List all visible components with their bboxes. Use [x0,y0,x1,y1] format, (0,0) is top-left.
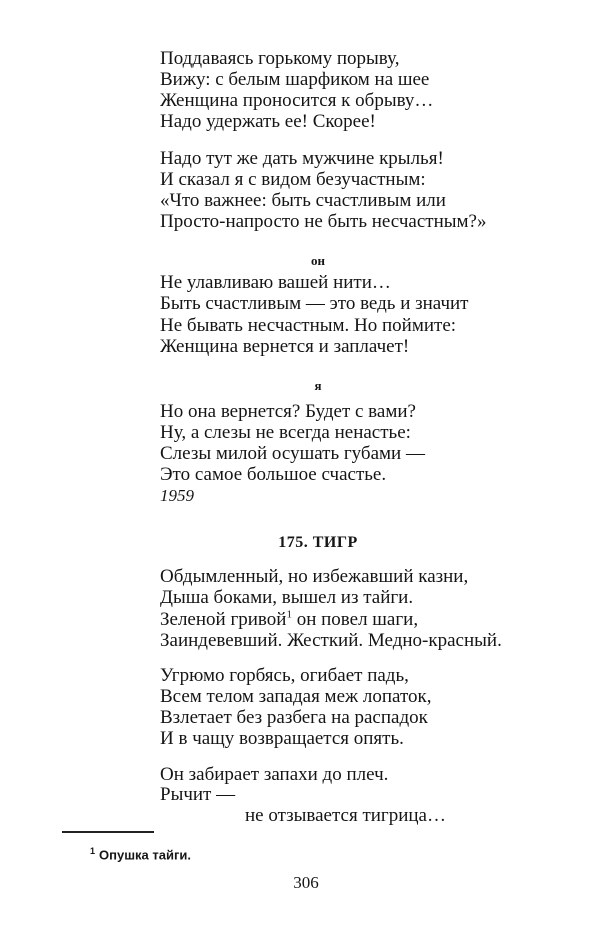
verse-line: Заиндевевший. Жесткий. Медно-красный. [160,630,502,651]
footnote [90,846,191,862]
verse-line: Рычит — [160,784,236,805]
verse-line: «Что важнее: быть счастливым или [160,190,446,211]
verse-line: Поддаваясь горькому порыву, [160,48,400,69]
verse-line: И сказал я с видом безучастным: [160,169,426,190]
verse-line: Надо тут же дать мужчине крылья! [160,148,444,169]
footnote-mark: 1 [90,846,96,856]
verse-line: не отзывается тигрица… [245,805,446,826]
verse-text: Зеленой гривой [160,609,287,630]
verse-line: Ну, а слезы не всегда ненастье: [160,422,411,443]
verse-line: Надо удержать ее! Скорее! [160,111,376,132]
verse-line: Быть счастливым — это ведь и значит [160,293,469,314]
page-number: 306 [293,873,319,892]
verse-line: Вижу: с белым шарфиком на шее [160,69,430,90]
verse-line [160,609,418,631]
footnote-divider [62,831,154,833]
verse-line: Дыша боками, вышел из тайги. [160,587,414,608]
verse-text: он повел шаги, [296,609,419,630]
verse-line: Угрюмо горбясь, огибает падь, [160,665,409,686]
verse-line: Взлетает без разбега на распадок [160,707,428,728]
verse-line: Женщина вернется и заплачет! [160,336,410,357]
verse-line: Не бывать несчастным. Но поймите: [160,315,457,336]
verse-line: Он забирает запахи до плеч. [160,764,389,785]
verse-line: Женщина проносится к обрыву… [160,90,434,111]
verse-line: Это самое большое счастье. [160,464,387,485]
verse-line: Слезы милой осушать губами — [160,443,425,464]
poem-year: 1959 [160,486,194,505]
footnote-text: Опушка тайги. [99,847,191,863]
verse-line: Обдымленный, но избежавший казни, [160,566,469,587]
verse-line: И в чащу возвращается опять. [160,728,404,749]
verse-line: Не улавливаю вашей нити… [160,272,391,293]
poem-title: 175. ТИГР [278,534,358,551]
verse-line: Но она вернется? Будет с вами? [160,401,416,422]
speaker-label: я [314,378,322,393]
verse-line: Всем телом западая меж лопаток, [160,686,432,707]
verse-line: Просто-напросто не быть несчастным?» [160,211,487,232]
footnote-reference: 1 [286,608,292,621]
speaker-label: он [311,253,325,268]
